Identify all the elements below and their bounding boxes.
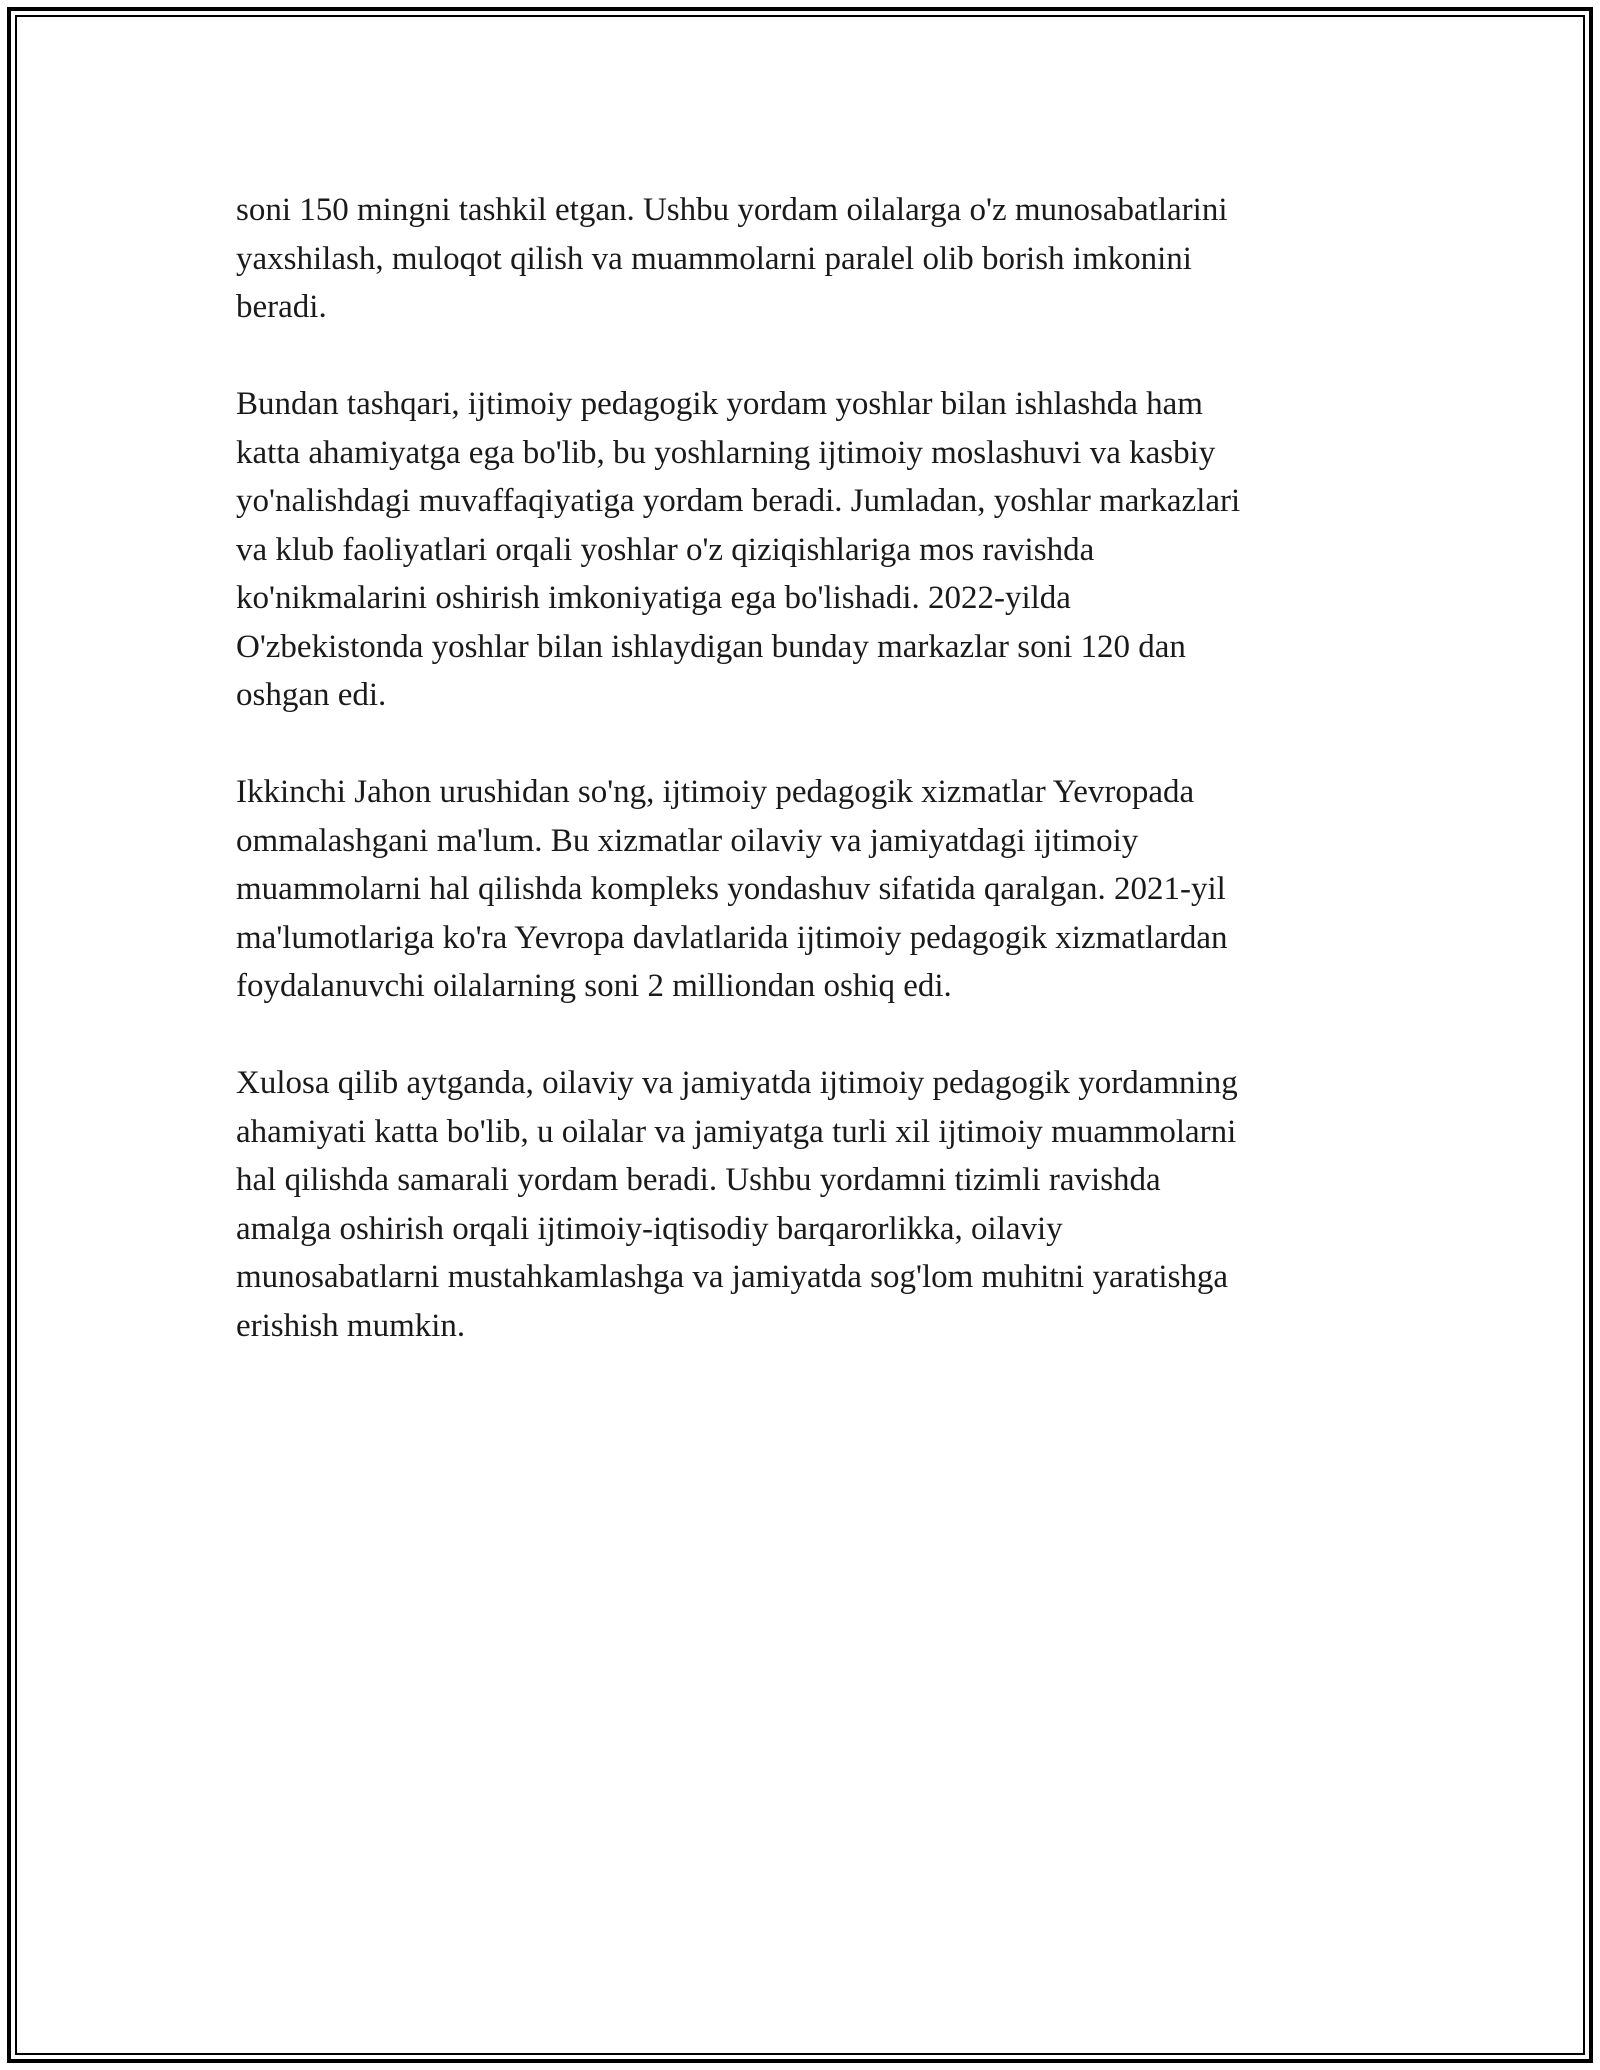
text-line: muammolarni hal qilishda kompleks yondashuv sifatida qaralgan. 2021-yil xyxy=(236,871,1226,907)
text-line: va klub faoliyatlari orqali yoshlar o'z qiziqishlariga mos ravishda xyxy=(236,531,1095,568)
paragraph-2 xyxy=(236,380,1366,720)
text-line: ko'nikmalarini oshirish imkoniyatiga ega bo'lishadi. 2022-yilda xyxy=(236,580,1071,616)
text-line: foydalanuvchi oilalarning soni 2 milliondan oshiq edi. xyxy=(236,968,952,1004)
text-line: Ikkinchi Jahon urushidan so'ng, ijtimoiy pedagogik xizmatlar Yevropada xyxy=(236,774,1195,810)
text-line: yo'nalishdagi muvaffaqiyatiga yordam beradi. Jumladan, yoshlar markazlari xyxy=(236,483,1241,519)
document-body xyxy=(236,186,1366,1399)
text-line: Xulosa qilib aytganda, oilaviy va jamiyatda ijtimoiy pedagogik yordamning xyxy=(236,1065,1238,1101)
text-line: oshgan edi. xyxy=(236,677,387,713)
text-line: O'zbekistonda yoshlar bilan ishlaydigan bunday markazlar soni 120 dan xyxy=(236,628,1186,665)
text-line: Bundan tashqari, ijtimoiy pedagogik yordam yoshlar bilan ishlashda ham xyxy=(236,386,1203,422)
text-line: erishish mumkin. xyxy=(236,1307,466,1344)
text-line: ommalashgani ma'lum. Bu xizmatlar oilaviy va jamiyatdagi ijtimoiy xyxy=(236,822,1139,859)
text-line: munosabatlarni mustahkamlashga va jamiyatda sog'lom muhitni yaratishga xyxy=(236,1259,1229,1295)
text-line: hal qilishda samarali yordam beradi. Ushbu yordamni tizimli ravishda xyxy=(236,1162,1161,1198)
text-line: ma'lumotlariga ko'ra Yevropa davlatlarida ijtimoiy pedagogik xizmatlardan xyxy=(236,919,1228,956)
paragraph-1 xyxy=(236,186,1366,332)
text-line: soni 150 mingni tashkil etgan. Ushbu yordam oilalarga o'z munosabatlarini xyxy=(236,192,1228,228)
text-line: katta ahamiyatga ega bo'lib, bu yoshlarning ijtimoiy moslashuvi va kasbiy xyxy=(236,434,1216,471)
text-line: ahamiyati katta bo'lib, u oilalar va jamiyatga turli xil ijtimoiy muammolarni xyxy=(236,1113,1237,1150)
text-line: beradi. xyxy=(236,289,327,325)
text-line: amalga oshirish orqali ijtimoiy-iqtisodiy barqarorlikka, oilaviy xyxy=(236,1210,1063,1247)
text-line: yaxshilash, muloqot qilish va muammolarni paralel olib borish imkonini xyxy=(236,240,1192,277)
paragraph-4 xyxy=(236,1059,1366,1350)
paragraph-3 xyxy=(236,768,1366,1011)
